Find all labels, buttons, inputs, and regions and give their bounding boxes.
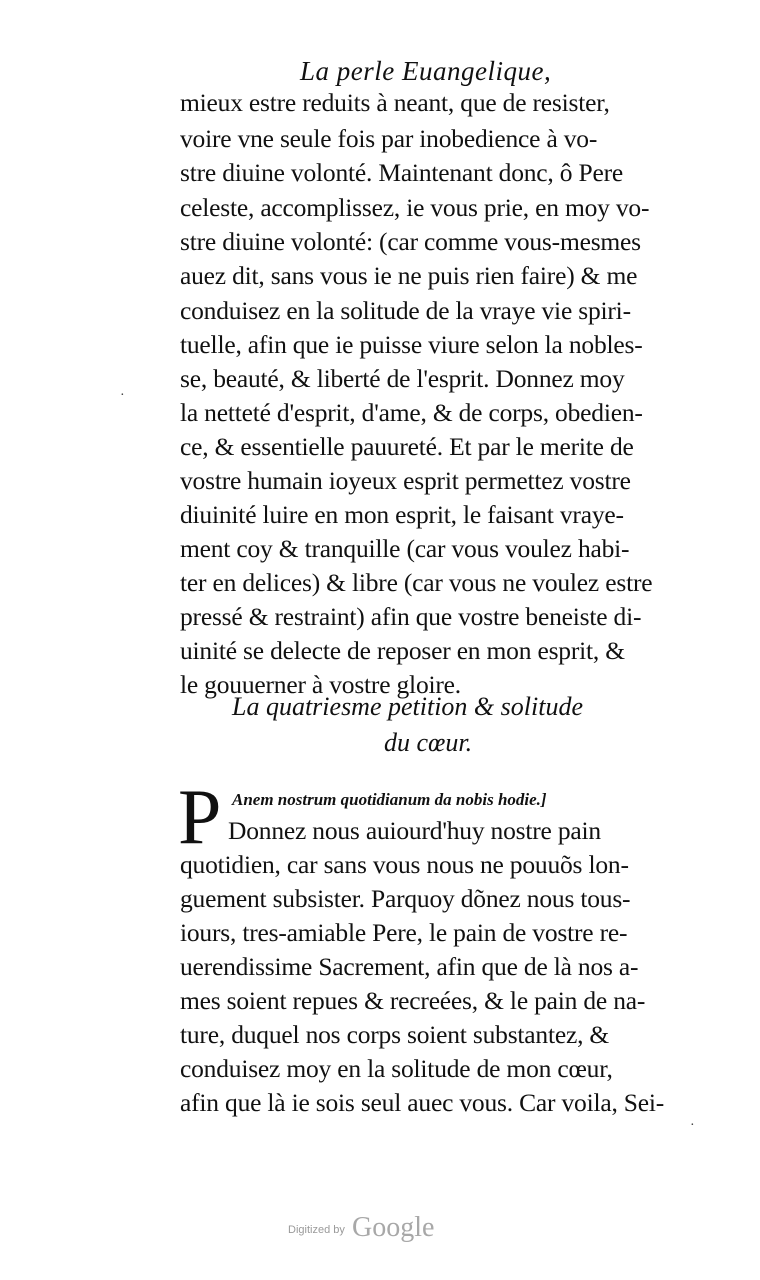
text-line: se, beauté, & liberté de l'esprit. Donnez moy [180, 364, 625, 393]
text-line: mieux estre reduits à neant, que de resister, [180, 88, 610, 117]
text-line: quotidien, car sans vous nous ne pouuõs lon- [180, 850, 629, 879]
margin-speck: · [690, 1118, 695, 1133]
text-line: stre diuine volonté: (car comme vous-mesmes [180, 227, 641, 256]
text-line: uinité se delecte de reposer en mon esprit, & [180, 636, 625, 665]
text-line: ment coy & tranquille (car vous voulez habi- [180, 534, 630, 563]
text-line: conduisez en la solitude de la vraye vie spiri- [180, 296, 631, 325]
text-line: tuelle, afin que ie puisse viure selon la nobles- [180, 330, 643, 359]
running-head: La perle Euangelique, [300, 56, 552, 86]
text-line: guement subsister. Parquoy dõnez nous tous- [180, 884, 631, 913]
margin-speck: · [120, 388, 125, 403]
text-line: mes soient repues & recreées, & le pain de na- [180, 986, 646, 1015]
text-line: ce, & essentielle pauureté. Et par le merite de [180, 432, 634, 461]
text-line: ture, duquel nos corps soient substantez, & [180, 1020, 610, 1049]
text-line: vostre humain ioyeux esprit permettez vostre [180, 466, 631, 495]
text-line: ter en delices) & libre (car vous ne voulez estre [180, 568, 653, 597]
text-line: uerendissime Sacrement, afin que de là nos a- [180, 952, 639, 981]
text-line: la netteté d'esprit, d'ame, & de corps, obedien- [180, 398, 643, 427]
latin-quotation: Anem nostrum quotidianum da nobis hodie.] [232, 790, 547, 809]
text-line: celeste, accomplissez, ie vous prie, en moy vo- [180, 193, 650, 222]
google-watermark: Google [352, 1212, 435, 1243]
drop-cap: P [178, 773, 222, 860]
section-title: La quatriesme petition & solitude [232, 692, 583, 721]
section-title-continued: du cœur. [384, 728, 473, 757]
text-line: iours, tres-amiable Pere, le pain de vostre re- [180, 918, 628, 947]
text-line: conduisez moy en la solitude de mon cœur, [180, 1054, 613, 1083]
text-line: le gouuerner à vostre gloire. [180, 670, 461, 699]
text-line: diuinité luire en mon esprit, le faisant vraye- [180, 500, 624, 529]
text-line: voire vne seule fois par inobedience à vo- [180, 124, 598, 153]
digitized-by-label: Digitized by [288, 1224, 345, 1236]
text-line: stre diuine volonté. Maintenant donc, ô Pere [180, 158, 624, 187]
text-line: Donnez nous auiourd'huy nostre pain [228, 816, 601, 845]
text-line: pressé & restraint) afin que vostre beneiste di- [180, 602, 642, 631]
text-line: afin que là ie sois seul auec vous. Car voila, Sei- [180, 1088, 665, 1117]
text-line: auez dit, sans vous ie ne puis rien faire) & me [180, 261, 638, 290]
